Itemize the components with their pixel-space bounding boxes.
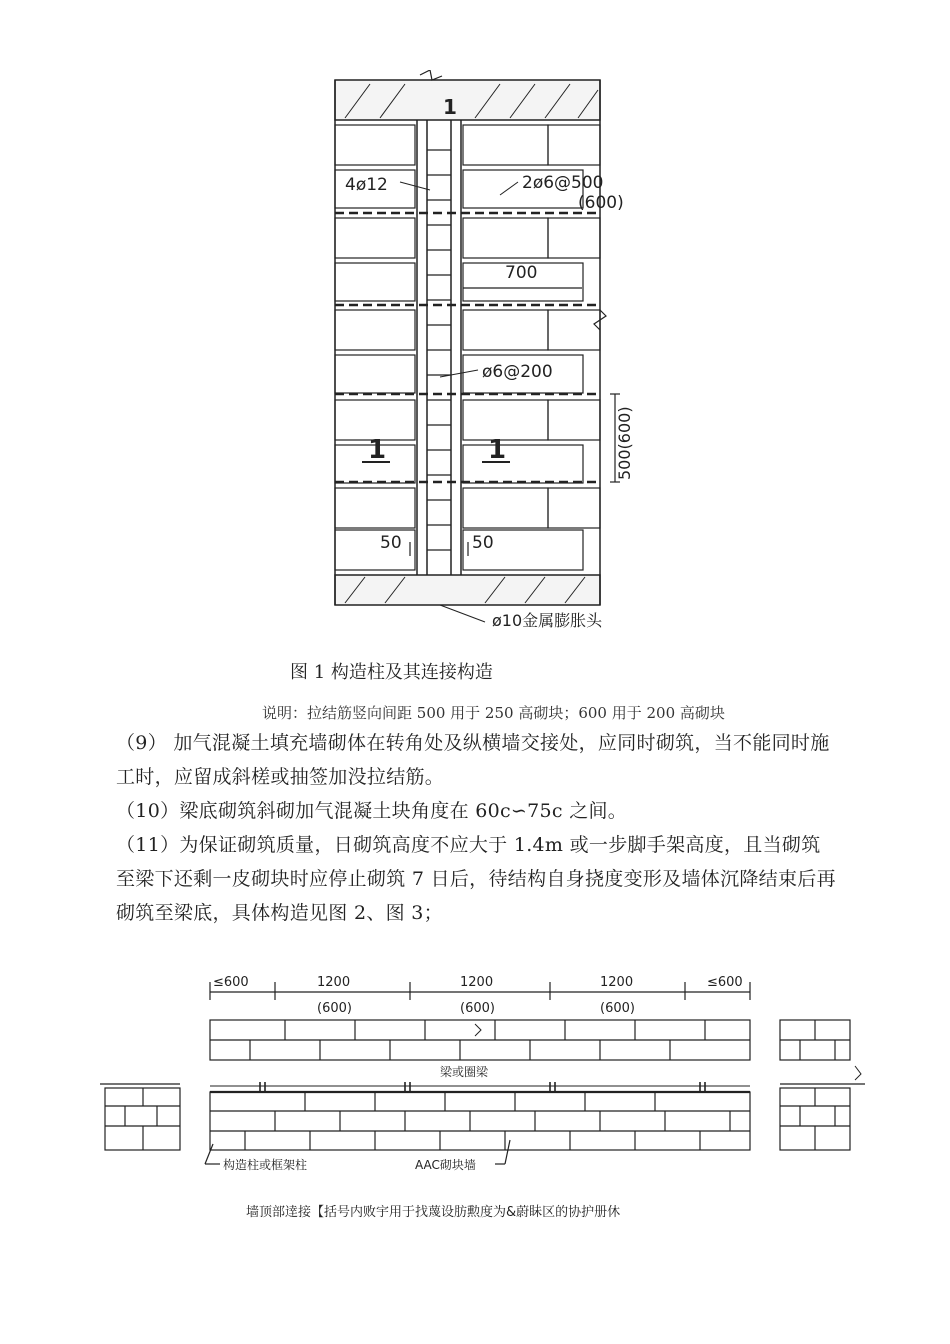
label-rebar-tie-alt: (600) [578,193,624,213]
section-mark-left: 1 [368,435,387,465]
dim-left-edge: ≤600 [213,975,249,990]
bottom-slab [335,575,600,605]
section-mark-top: 1 [443,95,457,119]
figure-2-drawing [95,966,865,1186]
paragraph-10: （10）梁底砌筑斜砌加气混凝土块角度在 60c∽75c 之间。 [116,800,628,822]
dim-span-3-alt: (600) [600,1001,635,1016]
dim-span-1-alt: (600) [317,1001,352,1016]
figure-1-note: 说明：拉结筋竖向间距 500 用于 250 高砌块；600 用于 200 高砌块 [262,704,725,722]
dim-right-edge: ≤600 [707,975,743,990]
label-offset-left: 50 [380,533,402,553]
label-offset-right: 50 [472,533,494,553]
label-stirrup: ø6@200 [482,362,553,382]
label-vertical-spacing: 500(600) [615,406,634,480]
dim-span-2-alt: (600) [460,1001,495,1016]
label-rebar-tie: 2ø6@500 [522,173,604,193]
label-length-700: 700 [505,263,538,283]
figure-2-caption: 墙顶部逹接【括号内败宇用于找蔑设肪勲度为&蔚眛区的协护册休 [246,1205,621,1220]
paragraph-9: （9） 加气混凝土填充墙砌体在转角处及纵横墙交接处，应同时砌筑，当不能同时施工时，应留成斜槎或抽签加没拉结筋。 [116,732,830,788]
label-column: 构造柱或框架柱 [223,1158,308,1172]
dim-span-1: 1200 [317,975,351,990]
paragraph-11: （11）为保证砌筑质量，日砌筑高度不应大于 1.4m 或一步脚手架高度，且当砌筑至梁下还剩一皮砌块时应停止砌筑 7 日后，待结构自身挠度变形及墙体沉降结束后再砌筑至梁底，具体构造见图 2、图 3； [116,834,836,924]
section-mark-right: 1 [488,435,507,465]
figure-1-caption: 图 1 构造柱及其连接构造 [290,662,493,683]
label-anchor: ø10金属膨胀头 [492,611,603,630]
dim-span-2: 1200 [460,975,494,990]
label-rebar-main: 4ø12 [345,175,388,195]
label-wall: AAC砌块墙 [415,1158,476,1172]
figure-1-drawing [300,70,660,640]
label-beam: 梁或圈梁 [440,1065,489,1079]
top-slab [335,80,600,120]
dim-span-3: 1200 [600,975,634,990]
